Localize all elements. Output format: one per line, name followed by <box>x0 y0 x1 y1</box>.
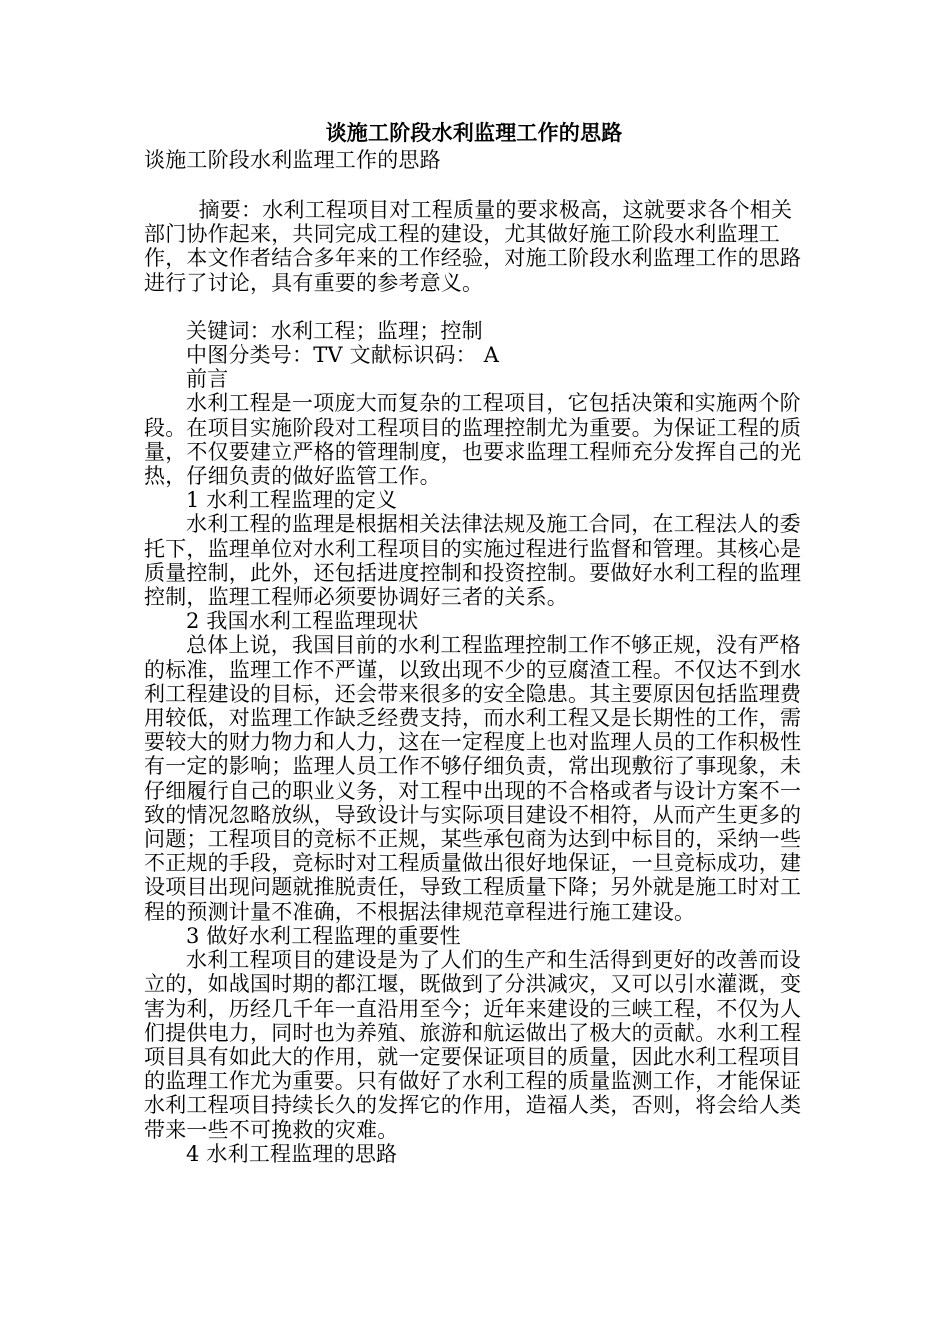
section-4-heading: 4 水利工程监理的思路 <box>186 1141 398 1166</box>
classification-line: 中图分类号：TV 文献标识码： A <box>186 343 500 368</box>
preface-paragraph: 水利工程是一项庞大而复杂的工程项目，它包括决策和实施两个阶段。在项目实施阶段对工程项目的监理控制尤为重要。为保证工程的质量，不仅要建立严格的管理制度，也要求监理工程师充分发挥自己的光热，仔细负责的做好监管工作。 <box>144 391 802 489</box>
blank-line <box>144 295 804 319</box>
blank-line <box>144 174 804 198</box>
section-3-heading: 3 做好水利工程监理的重要性 <box>186 923 461 948</box>
preface-heading: 前言 <box>186 367 229 392</box>
document-subtitle: 谈施工阶段水利监理工作的思路 <box>144 148 441 172</box>
document-title: 谈施工阶段水利监理工作的思路 <box>325 121 623 145</box>
section-3-paragraph: 水利工程项目的建设是为了人们的生产和生活得到更好的改善而设立的，如战国时期的都江堰，既做到了分洪减灾，又可以引水灌溉，变害为利，历经几千年一直沿用至今；近年来建设的三峡工程，不仅为人们提供电力，同时也为养殖、旅游和航运做出了极大的贡献。水利工程项目具有如此大的作用，就一定要保证项目的质量，因此水利工程项目的监理工作尤为重要。只有做好了水利工程的质量监测工作，才能保证水利工程项目持续长久的发挥它的作用，造福人类，否则，将会给人类带来一些不可挽救的灾难。 <box>144 948 802 1142</box>
section-2-paragraph: 总体上说，我国目前的水利工程监理控制工作不够正规，没有严格的标准，监理工作不严谨，以致出现不少的豆腐渣工程。不仅达不到水利工程建设的目标，还会带来很多的安全隐患。其主要原因包括监理费用较低，对监理工作缺乏经费支持，而水利工程又是长期性的工作，需要较大的财力物力和人力，这在一定程度上也对监理人员的工作积极性有一定的影响；监理人员工作不够仔细负责，常出现敷衍了事现象，未仔细履行自己的职业义务，对工程中出现的不合格或者与设计方案不一致的情况忽略放纵，导致设计与实际项目建设不相符，从而产生更多的问题；工程项目的竞标不正规，某些承包商为达到中标目的，采纳一些不正规的手段，竞标时对工程质量做出很好地保证，一旦竞标成功，建设项目出现问题就推脱责任，导致工程质量下降；另外就是施工时对工程的预测计量不准确，不根据法律规范章程进行施工建设。 <box>144 633 802 924</box>
section-1-heading: 1 水利工程监理的定义 <box>186 488 398 513</box>
section-2-heading: 2 我国水利工程监理现状 <box>186 609 419 634</box>
keywords-line: 关键词：水利工程；监理；控制 <box>186 318 483 343</box>
document-body <box>144 118 804 1166</box>
abstract-paragraph: 摘要：水利工程项目对工程质量的要求极高，这就要求各个相关部门协作起来，共同完成工程的建设，尤其做好施工阶段水利监理工作，本文作者结合多年来的工作经验，对施工阶段水利监理工作的思路进行了讨论，具有重要的参考意义。 <box>144 198 802 295</box>
section-1-paragraph: 水利工程的监理是根据相关法律法规及施工合同，在工程法人的委托下，监理单位对水利工程项目的实施过程进行监督和管理。其核心是质量控制，此外，还包括进度控制和投资控制。要做好水利工程的监理控制，监理工程师必须要协调好三者的关系。 <box>144 512 802 610</box>
